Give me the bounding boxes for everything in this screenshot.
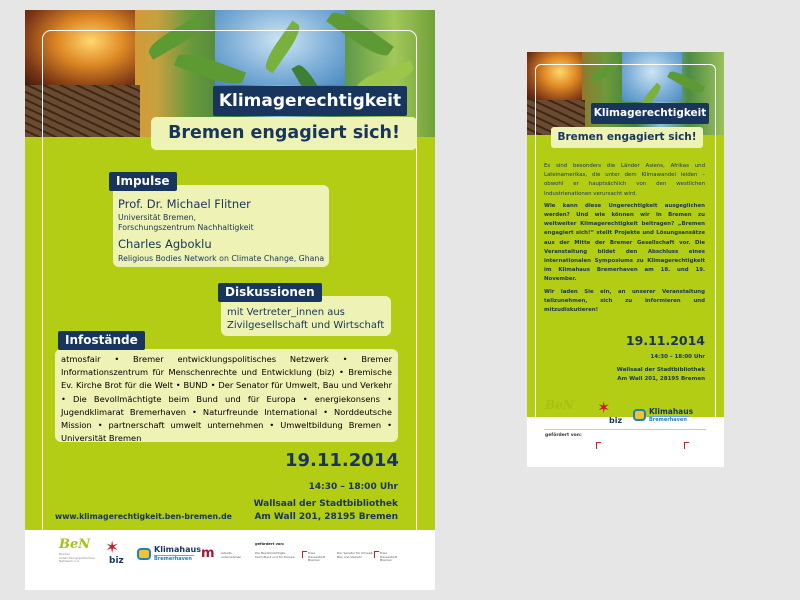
speaker-1-affil-2: Forschungszentrum Nachhaltigkeit (118, 223, 254, 232)
flyer-ben-logo: BeN (545, 398, 574, 412)
speaker-2-affil: Religious Bodies Network on Climate Change, Ghana (118, 254, 325, 263)
venue-line-2: Am Wall 201, 28195 Bremen (254, 511, 398, 522)
event-date: 19.11.2014 (285, 450, 399, 471)
flyer-paragraph-1: Es sind besonders die Länder Asiens, Afrikas und Lateinamerikas, die unter dem Klimawandel leiden – obwohl er hauptsächlich von den westlichen Industrienationen verursacht wird. (544, 163, 705, 197)
poster-subtitle: Bremen engagiert sich! (151, 117, 417, 150)
flyer-separator (544, 429, 706, 430)
sponsor-2 (308, 552, 325, 563)
poster-title: Klimagerechtigkeit (213, 86, 407, 116)
diskussion-label: Diskussionen (218, 283, 322, 302)
flyer-time: 14:30 – 18:00 Uhr (650, 354, 705, 360)
flyer-klimahaus-logo: Klimahaus (649, 407, 694, 416)
m-sub-line: Arbeits- (221, 551, 233, 555)
event-venue (205, 498, 398, 523)
biz-star-icon: ✶ (105, 538, 120, 558)
sponsor-line: Hansestadt (380, 554, 398, 559)
m-sub-line: unternehmen (221, 554, 242, 559)
speaker-1-affil-1: Universität Bremen, (118, 213, 197, 222)
flyer-paragraph-3: Wir laden Sie ein, an unserer Veranstaltung teilzunehmen, sich zu informieren und mitzudiskutieren! (544, 288, 705, 314)
klimahaus-subtext: Bremerhaven (154, 556, 192, 562)
sponsor-line: Die Bevollmächtigte (255, 551, 286, 555)
bremen-key-icon (302, 551, 307, 558)
flyer-date: 19.11.2014 (625, 333, 705, 348)
sponsor-line: Bremen (308, 558, 320, 563)
m-logo: m (201, 546, 215, 561)
ben-sub-line: Netzwerk e.V. (59, 559, 80, 563)
flyer (527, 52, 724, 467)
bremen-key-icon (596, 442, 601, 449)
flyer-paragraph-2: Wie kann diese Ungerechtigkeit ausgeglichen werden? Und wie können wir in Bremen zu weltweiter Klimagerechtigkeit beitragen? „Bremen engagiert sich!“ stellt Projekte und Lösungsansätze aus der Mitte der Bremer Gesellschaft vor. Die Veranstaltung bildet den Abschluss eines internationalen Symposiums zu Klimagerechtigkeit im Klimahaus Bremerhaven am 18. und 19. November. (544, 202, 705, 283)
ben-sub-line: entwicklungspolitisches (59, 555, 95, 560)
flyer-venue (587, 366, 705, 383)
gefoerdert-label: gefördert von: (255, 542, 285, 546)
flyer-klimahaus-icon (633, 409, 646, 421)
klimahaus-icon (137, 548, 151, 560)
impulse-label: Impulse (109, 172, 177, 191)
sponsor-line: beim Bund und für Europa (255, 554, 295, 559)
sponsor-1 (255, 552, 295, 559)
venue-line-1: Wallsaal der Stadtbibliothek (253, 499, 398, 509)
poster-main (25, 10, 435, 590)
sponsor-line: Bremen (380, 558, 392, 563)
diskussion-line-1: mit Vertreter_innen aus (227, 307, 345, 318)
flyer-biz-star-icon: ✶ (597, 398, 611, 417)
m-logo-subtext (221, 552, 241, 559)
bremen-key-icon (684, 442, 689, 449)
flyer-body (544, 162, 705, 318)
flyer-gefoerdert-label: gefördert von: (545, 433, 582, 438)
flyer-venue-line-1: Wallsaal der Stadtbibliothek (616, 367, 705, 373)
infostaende-text: atmosfair • Bremer entwicklungspolitisches Netzwerk • Bremer Informationszentrum für Menschenrechte und Entwicklung (biz) • Bremische Ev. Kirche Brot für die Welt • BUND • Der Senator für Umwelt, Bau und Verkehr • Die Bevollmächtigte beim Bund und für Europa • energiekonsens • Jugendklimarat Bremerhaven • Naturfreunde International • Norddeutsche Mission • partnerschaft umwelt unternehmen • Umweltbildung Bremen • Universität Bremen (61, 354, 392, 444)
speaker-2-name: Charles Agboklu (118, 237, 212, 251)
ben-logo-subtext (59, 553, 95, 564)
diskussion-line-2: Zivilgesellschaft und Wirtschaft (227, 320, 385, 331)
sponsor-line: Bau und Verkehr (337, 554, 362, 559)
sponsor-line: Der Senator für Umwelt, (337, 551, 374, 555)
sponsor-3 (337, 552, 374, 559)
flyer-venue-line-2: Am Wall 201, 28195 Bremen (617, 375, 705, 382)
flyer-title: Klimagerechtigkeit (591, 103, 709, 124)
sponsor-line: Freie (308, 551, 316, 555)
bremen-key-icon (374, 551, 379, 558)
flyer-biz-logo: biz (609, 416, 623, 425)
sponsor-4 (380, 552, 397, 563)
infostaende-label: Infostände (58, 331, 145, 350)
biz-logo: biz (109, 556, 124, 566)
sponsor-line: Hansestadt (308, 554, 326, 559)
klimahaus-logo: Klimahaus (154, 545, 201, 554)
ben-sub-line: Bremer (59, 552, 71, 556)
sponsor-line: Freie (380, 551, 388, 555)
event-time: 14:30 – 18:00 Uhr (308, 482, 398, 492)
speaker-1-name: Prof. Dr. Michael Flitner (118, 197, 251, 211)
ben-logo: BeN (59, 537, 91, 552)
website-link[interactable]: www.klimagerechtigkeit.ben-bremen.de (55, 512, 232, 521)
flyer-klimahaus-subtext: Bremerhaven (649, 417, 687, 423)
flyer-subtitle: Bremen engagiert sich! (551, 127, 703, 148)
